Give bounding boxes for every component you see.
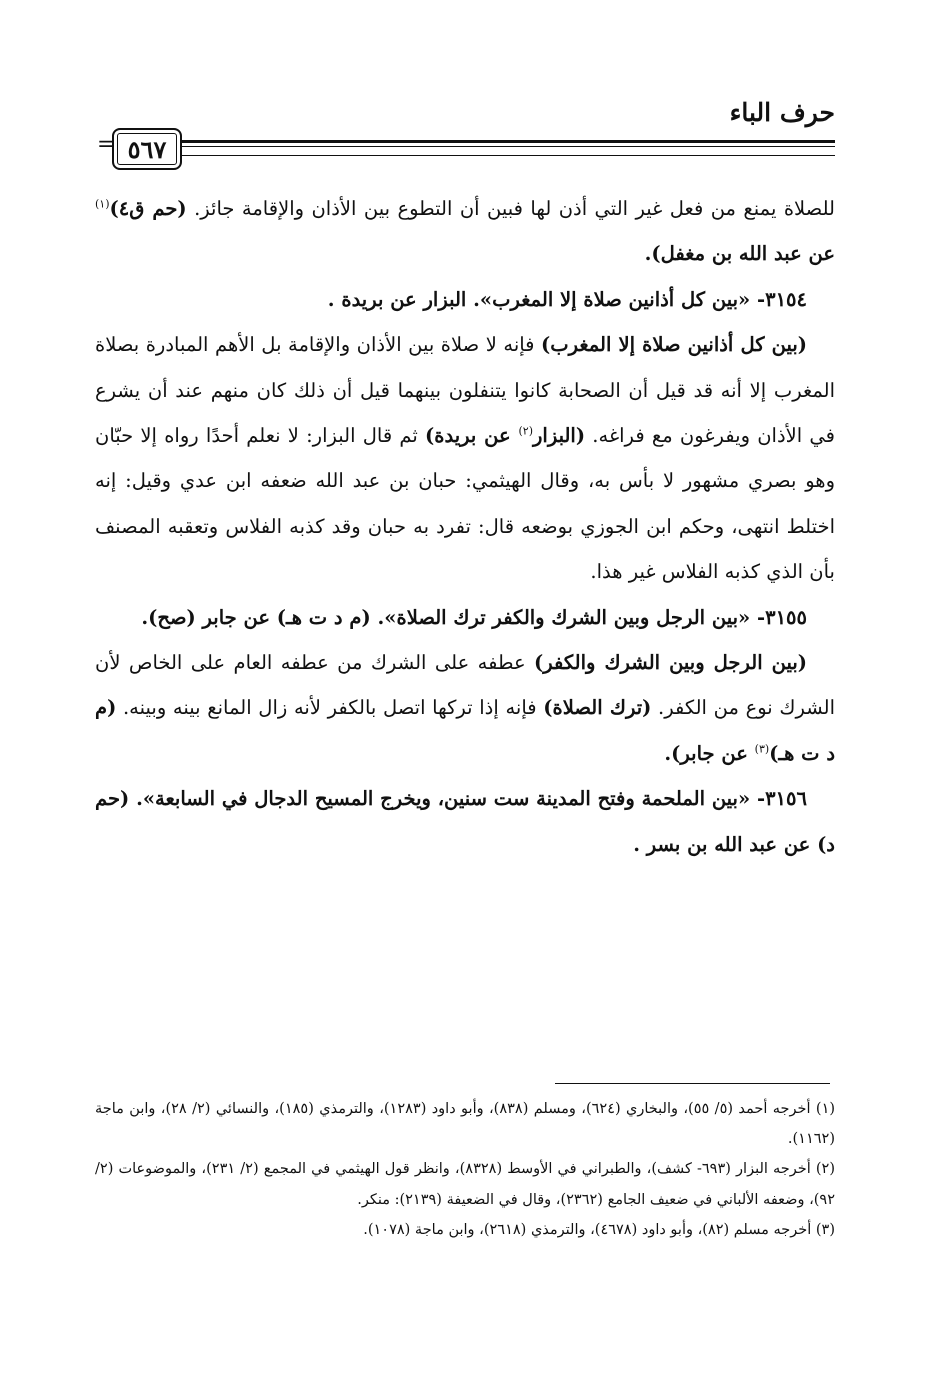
text-run: عطفه على الشرك من عطفه العام على الخاص لأن الشرك نوع من الكفر. (95, 651, 835, 720)
text-run: فإنه لا صلاة بين الأذان والإقامة بل الأهم المبادرة بصلاة المغرب إلا أنه قد قيل أن الصحابة كانوا يتنفلون بينهما قيل أن ذلك كان منهم عند أن يشرع في الأذان ويفرغون مع فراغه. (95, 333, 835, 448)
main-text (95, 186, 835, 867)
header-rule (180, 140, 835, 156)
source-ref: (م د ت هـ) عن جابر (صح). (141, 605, 378, 629)
footnote-2: (٢) أخرجه البزار (٦٩٣- كشف)، والطبراني في الأوسط (٨٣٢٨)، وانظر قول الهيثمي في المجمع (٢/ ٢٣١)، والموضوعات (٢/ ٩٢)، وضعفه الألباني في ضعيف الجامع (٢٣٦٢)، وقال في الضعيفة (٢١٣٩): منكر. (95, 1161, 835, 1208)
page-mark: = (97, 132, 116, 157)
footnote-ref-1[interactable]: (١) (95, 197, 110, 211)
hadith-heading: ٣١٥٤- «بين كل أذانين صلاة إلا المغرب». البزار عن بريدة . (327, 287, 807, 311)
source-ref: (حم د) عن عبد الله بن بسر . (95, 787, 835, 856)
page-number-frame (112, 128, 182, 170)
hadith-entry-3154 (95, 277, 835, 322)
quoted-text: (بين الرجل وبين الشرك والكفر) (534, 651, 808, 675)
narrator-ref: عن جابر). (664, 741, 755, 765)
footnote-1: (١) أخرجه أحمد (٥/ ٥٥)، والبخاري (٦٢٤)، ومسلم (٨٣٨)، وأبو داود (١٢٨٣)، والترمذي (١٨٥)، والنسائي (٢/ ٢٨)، وابن ماجة (١١٦٢). (95, 1101, 836, 1148)
hadith-heading: ٣١٥٥- «بين الرجل وبين الشرك والكفر ترك الصلاة». (377, 605, 807, 629)
text-run: فإنه إذا تركها اتصل بالكفر لأنه زال المانع بينه وبينه. (116, 696, 544, 720)
narrator-ref: عن عبد الله بن مغفل). (644, 242, 835, 266)
footnote-ref-2[interactable]: (٢) (518, 424, 533, 438)
commentary-3154 (95, 322, 835, 594)
footnote-separator (555, 1083, 830, 1084)
quoted-text: (ترك الصلاة) (543, 696, 652, 720)
quoted-text: (بين كل أذانين صلاة إلا المغرب) (541, 333, 807, 357)
page-number: ٥٦٧ (127, 134, 167, 164)
hadith-entry-3156 (95, 776, 835, 867)
chapter-title: حرف الباء (729, 98, 835, 127)
source-ref: (حم ق٤) (109, 197, 187, 220)
source-ref: (البزار (532, 424, 586, 448)
paragraph-continuation (95, 186, 835, 277)
footnote-ref-3[interactable]: (٣) (754, 742, 770, 756)
text-run: ثم قال البزار: لا نعلم أحدًا رواه إلا حبّان وهو بصري مشهور لا بأس به، وقال الهيثمي: حبان بن عبد الله ضعفه ابن عدي وقيل: إنه اختلط انتهى، وحكم ابن الجوزي بوضعه قال: تفرد به حبان وقد كذبه الفلاس وتعقبه المصنف بأن الذي كذبه الفلاس غير هذا. (95, 424, 835, 584)
text-run: للصلاة يمنع من فعل غير التي أذن لها فبين أن التطوع بين الأذان والإقامة جائز. (186, 197, 835, 220)
hadith-heading: ٣١٥٦- «بين الملحمة وفتح المدينة ست سنين، ويخرج المسيح الدجال في السابعة». (136, 787, 807, 811)
footnotes (95, 1094, 835, 1245)
commentary-3155 (95, 640, 835, 776)
source-ref: (م د ت هـ) (95, 696, 835, 765)
footnote-3: (٣) أخرجه مسلم (٨٢)، وأبو داود (٤٦٧٨)، والترمذي (٢٦١٨)، وابن ماجة (١٠٧٨). (363, 1221, 835, 1238)
narrator-ref: عن بريدة) (425, 424, 519, 448)
hadith-entry-3155 (95, 595, 835, 640)
